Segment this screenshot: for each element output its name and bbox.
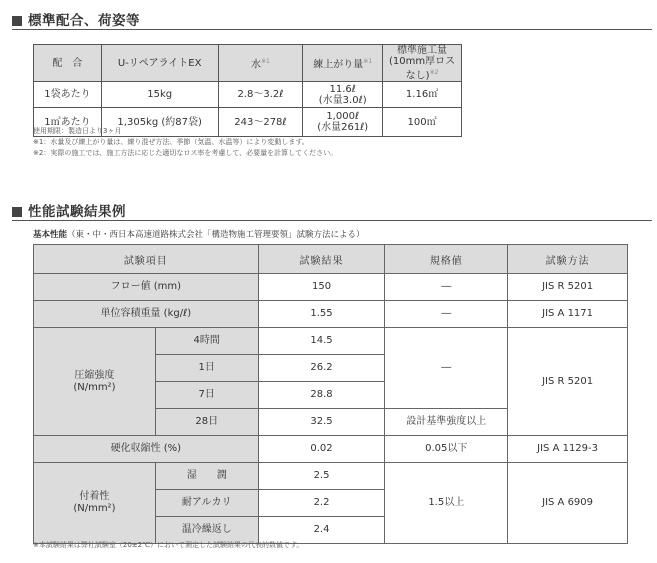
cell-water: 243〜278ℓ [218,108,303,137]
cell-result: 26.2 [258,355,385,382]
cell-result: 2.5 [258,463,385,490]
cell-result: 28.8 [258,382,385,409]
cell-result: 1.55 [258,301,385,328]
square-bullet-icon [12,16,22,26]
sub-label-age: 7日 [155,382,258,409]
table-row [34,463,628,490]
section-title: 性能試験結果例 [28,204,126,220]
row-label-adhesion: 付着性 (N/mm²) [34,463,156,544]
header-spec-value: 規格値 [385,245,508,274]
cell-result: 2.4 [258,517,385,544]
section-divider [12,220,652,221]
sub-label-condition: 湿 潤 [155,463,258,490]
cell-water: 2.8〜3.2ℓ [218,82,303,108]
sub-label-condition: 温冷繰返し [155,517,258,544]
header-yield: 練上がり量$^{※1}$ [303,45,383,82]
section-heading-performance [12,200,126,220]
sub-label-age: 1日 [155,355,258,382]
cell-result: 150 [258,274,385,301]
header-product: U-リペアライトEX [101,45,218,82]
table-row [34,274,628,301]
sub-label-age: 28日 [155,409,258,436]
row-label-shrinkage: 硬化収縮性 (%) [34,436,259,463]
cell-result: 2.2 [258,490,385,517]
table-row [34,301,628,328]
cell-method: JIS R 5201 [508,274,628,301]
cell-result: 14.5 [258,328,385,355]
cell-spec: ― [385,274,508,301]
cell-yield: 11.6ℓ (水量3.0ℓ) [303,82,383,108]
cell-yield: 1,000ℓ (水量261ℓ) [303,108,383,137]
note-2: ※2：実際の施工では、施工方法に応じた適切なロス率を考慮して、必要量を計算してください。 [33,149,338,157]
note-expiry: 使用期限：製造日より3ヶ月 [33,127,122,135]
standard-mix-table [33,44,462,137]
cell-method: JIS A 6909 [508,463,628,544]
cell-product: 1,305kg (約87袋) [101,108,218,137]
header-mix: 配 合 [34,45,102,82]
section-heading-standard-mix [12,9,140,29]
basic-performance-subheading [33,228,365,240]
cell-product: 15kg [101,82,218,108]
row-label-flow: フロー値 (mm) [34,274,259,301]
cell-method: JIS A 1129-3 [508,436,628,463]
performance-test-table [33,244,628,544]
subheading-bold: 基本性能 [33,230,68,240]
header-test-item: 試験項目 [34,245,259,274]
cell-spec: ― [385,328,508,409]
header-test-method: 試験方法 [508,245,628,274]
subheading-text: （東・中・西日本高速道路株式会社「構造物施工管理要領」試験方法による） [67,230,365,240]
cell-spec: ― [385,301,508,328]
cell-spec: 設計基準強度以上 [385,409,508,436]
cell-result: 0.02 [258,436,385,463]
notes [33,126,337,159]
cell-standard-amount: 1.16㎡ [383,82,462,108]
cell-mix: 1㎥あたり [34,108,102,137]
cell-spec: 0.05以下 [385,436,508,463]
cell-result: 32.5 [258,409,385,436]
table-row [34,82,462,108]
header-test-result: 試験結果 [258,245,385,274]
header-standard-amount: 標準施工量 (10mm厚ロスなし)$^{※2}$ [383,45,462,82]
square-bullet-icon [12,207,22,217]
table-row [34,436,628,463]
sub-label-age: 4時間 [155,328,258,355]
cell-spec: 1.5以上 [385,463,508,544]
cell-method: JIS A 1171 [508,301,628,328]
section-title: 標準配合、荷姿等 [28,13,140,29]
cell-standard-amount: 100㎡ [383,108,462,137]
footnote: ※本試験結果は弊社試験室（20±2℃）において測定した試験結果の代表的数値です。 [33,541,304,549]
row-label-density: 単位容積重量 (kg/ℓ) [34,301,259,328]
header-water: 水$^{※1}$ [218,45,303,82]
cell-method: JIS R 5201 [508,328,628,436]
row-label-compressive: 圧縮強度 (N/mm²) [34,328,156,436]
section-divider [12,29,652,30]
cell-mix: 1袋あたり [34,82,102,108]
table-row [34,328,628,355]
sub-label-condition: 耐アルカリ [155,490,258,517]
note-1: ※1：水量及び練上がり量は、練り混ぜ方法、季節（気温、水温等）により変動します。 [33,138,309,146]
